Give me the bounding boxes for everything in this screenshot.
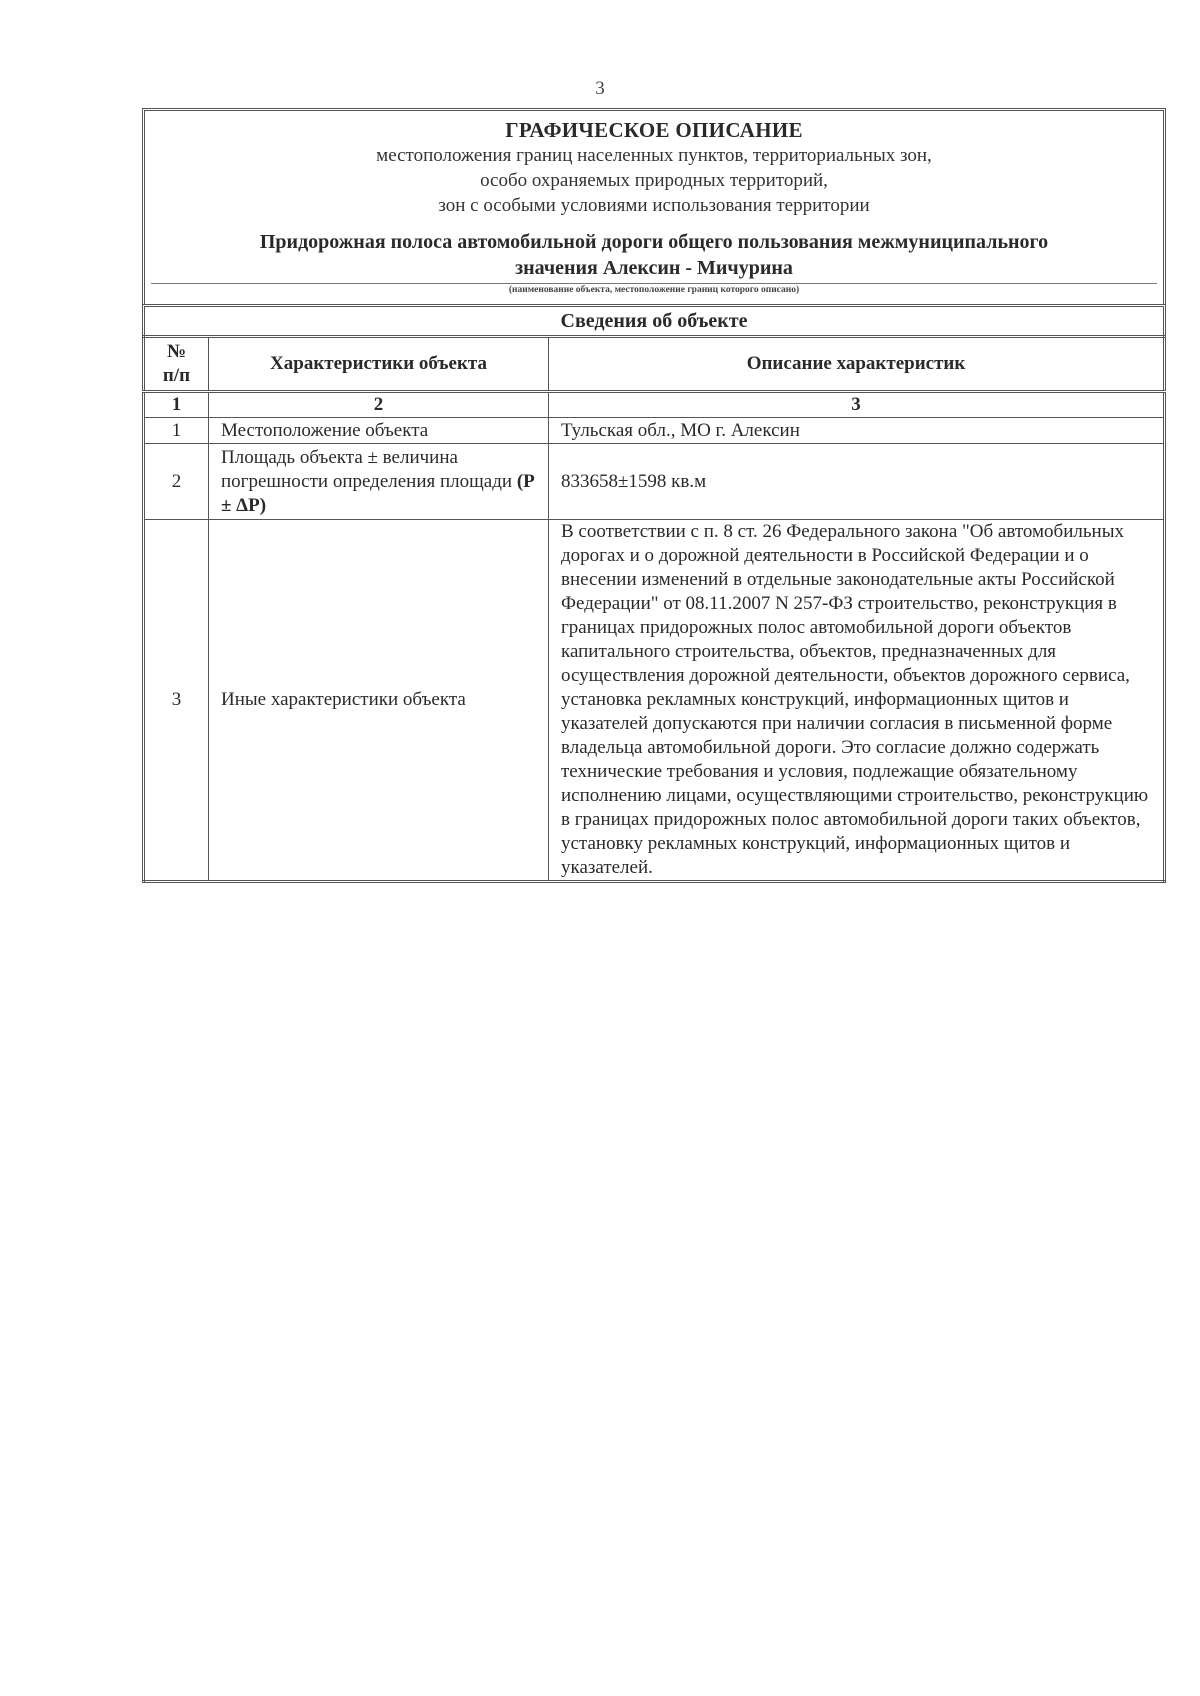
row-description: 833658±1598 кв.м (549, 444, 1165, 520)
row-number: 1 (144, 418, 209, 444)
document-frame (142, 108, 1166, 883)
row-description: Тульская обл., МО г. Алексин (549, 418, 1165, 444)
document-header (142, 108, 1166, 304)
subtitle-line-1: местоположения границ населенных пунктов, территориальных зон, (376, 145, 932, 166)
object-name-line-2: значения Алексин - Мичурина (515, 257, 793, 279)
section-title: Сведения об объекте (142, 304, 1166, 335)
column-header-number-sign: № (166, 341, 187, 362)
column-number-3: 3 (549, 392, 1165, 418)
row-number: 3 (144, 520, 209, 882)
object-name-line-1: Придорожная полоса автомобильной дороги общего пользования межмуниципального (259, 231, 1049, 253)
row-characteristic-text: Площадь объекта ± величина погрешности определения площади (221, 446, 517, 492)
subtitle-line-3: зон с особыми условиями использования территории (438, 195, 870, 216)
column-numbering-row (144, 392, 1165, 418)
column-header-description: Описание характеристик (549, 337, 1165, 392)
row-characteristic: Местоположение объекта (209, 418, 549, 444)
row-description: В соответствии с п. 8 ст. 26 Федерального закона "Об автомобильных дорогах и о дорожной деятельности в Российской Федерации и о внесении изменений в отдельные законодательные акты Российской Федерации" от 08.11.2007 N 257-ФЗ строительство, реконструкция в границах придорожных полос автомобильной дороги объектов капитального строительства, объектов, предназначенных для осуществления дорожной деятельности, объектов дорожного сервиса, установка рекламных конструкций, информационных щитов и указателей допускаются при наличии согласия в письменной форме владельца автомобильной дороги. Это согласие должно содержать технические требования и условия, подлежащие обязательному исполнению лицами, осуществляющими строительство, реконструкцию в границах придорожных полос автомобильной дороги таких объектов, установку рекламных конструкций, информационных щитов и указателей. (549, 520, 1165, 882)
row-number: 2 (144, 444, 209, 520)
object-info-table (142, 335, 1166, 883)
document-title: ГРАФИЧЕСКОЕ ОПИСАНИЕ (505, 118, 803, 142)
object-name (165, 229, 1143, 281)
column-header-characteristic: Характеристики объекта (209, 337, 549, 392)
row-characteristic (209, 444, 549, 520)
table-header-row (144, 337, 1165, 392)
column-number-2: 2 (209, 392, 549, 418)
subtitle-line-2: особо охраняемых природных территорий, (480, 170, 828, 191)
table-row (144, 418, 1165, 444)
page-number: 3 (595, 78, 605, 99)
column-number-1: 1 (144, 392, 209, 418)
table-row (144, 444, 1165, 520)
object-name-caption: (наименование объекта, местоположение границ которого описано) (508, 285, 800, 295)
row-characteristic-formula: (Р ± ΔР) (221, 470, 535, 516)
column-header-number (144, 337, 209, 392)
row-characteristic: Иные характеристики объекта (209, 520, 549, 882)
table-row (144, 520, 1165, 882)
column-header-number-abbr: п/п (162, 365, 191, 386)
